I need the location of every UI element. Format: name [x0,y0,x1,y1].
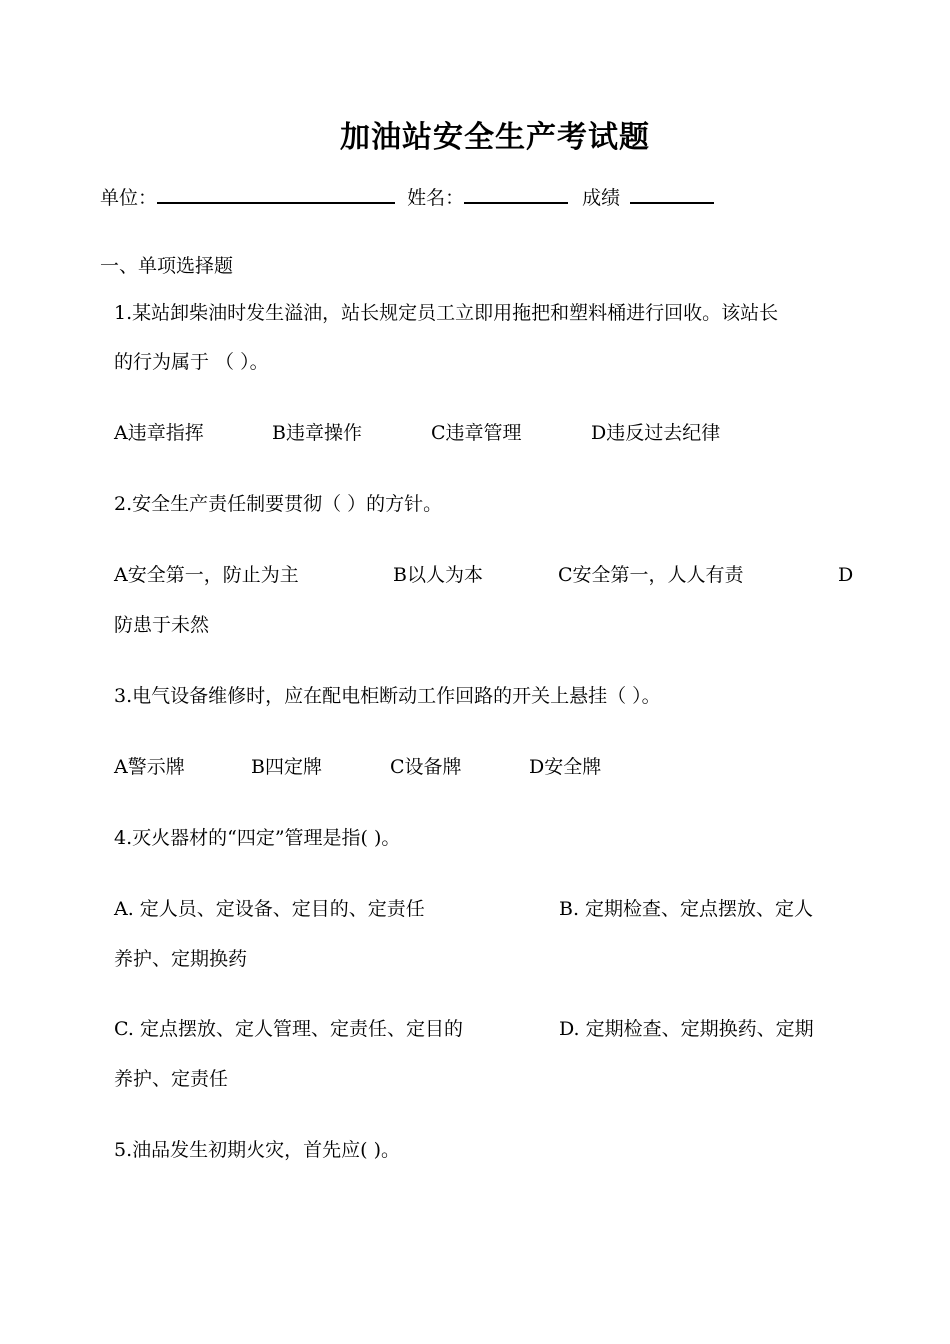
score-label: 成绩 [582,187,621,209]
question-1-option-a: A违章指挥 [114,422,204,444]
question-5-line1: 5.油品发生初期火灾，首先应( )。 [114,1139,400,1161]
unit-label: 单位： [100,187,158,209]
question-1-option-c: C违章管理 [431,422,522,444]
question-4-option-d-wrap: 养护、定责任 [114,1068,229,1090]
name-label: 姓名： [407,187,465,209]
question-3-line1: 3.电气设备维修时，应在配电柜断动工作回路的开关上悬挂（ ）。 [114,685,661,707]
question-4-option-b: B. 定期检查、定点摆放、定人 [559,898,814,920]
question-3-option-a: A警示牌 [114,756,185,778]
question-2-line1: 2.安全生产责任制要贯彻（ ）的方针。 [114,493,443,515]
question-4-option-d: D. 定期检查、定期换药、定期 [559,1018,814,1040]
section-heading: 一、单项选择题 [100,255,234,277]
question-2-option-a: A安全第一，防止为主 [114,564,299,586]
question-3-option-d: D安全牌 [529,756,602,778]
question-2-option-d-wrap: 防患于未然 [114,614,210,636]
question-2-option-c: C安全第一，人人有责 [558,564,744,586]
question-4-option-a: A. 定人员、定设备、定目的、定责任 [114,898,425,920]
page-title: 加油站安全生产考试题 [340,120,650,155]
question-3-option-c: C设备牌 [390,756,462,778]
question-1-option-d: D违反过去纪律 [591,422,721,444]
question-3-option-b: B四定牌 [251,756,322,778]
question-1-option-b: B违章操作 [272,422,362,444]
question-4-option-c: C. 定点摆放、定人管理、定责任、定目的 [114,1018,463,1040]
score-blank[interactable] [630,180,714,204]
question-4-option-b-wrap: 养护、定期换药 [114,948,248,970]
question-2-option-b: B以人为本 [393,564,483,586]
unit-blank[interactable] [157,180,395,204]
header-fields [100,180,714,211]
name-blank[interactable] [464,180,568,204]
question-2-option-d: D [838,564,854,586]
question-1-line1: 1.某站卸柴油时发生溢油，站长规定员工立即用拖把和塑料桶进行回收。该站长 [114,302,779,324]
question-1-line2: 的行为属于 （ ）。 [114,351,269,373]
question-4-line1: 4.灭火器材的“四定”管理是指( )。 [114,827,401,849]
